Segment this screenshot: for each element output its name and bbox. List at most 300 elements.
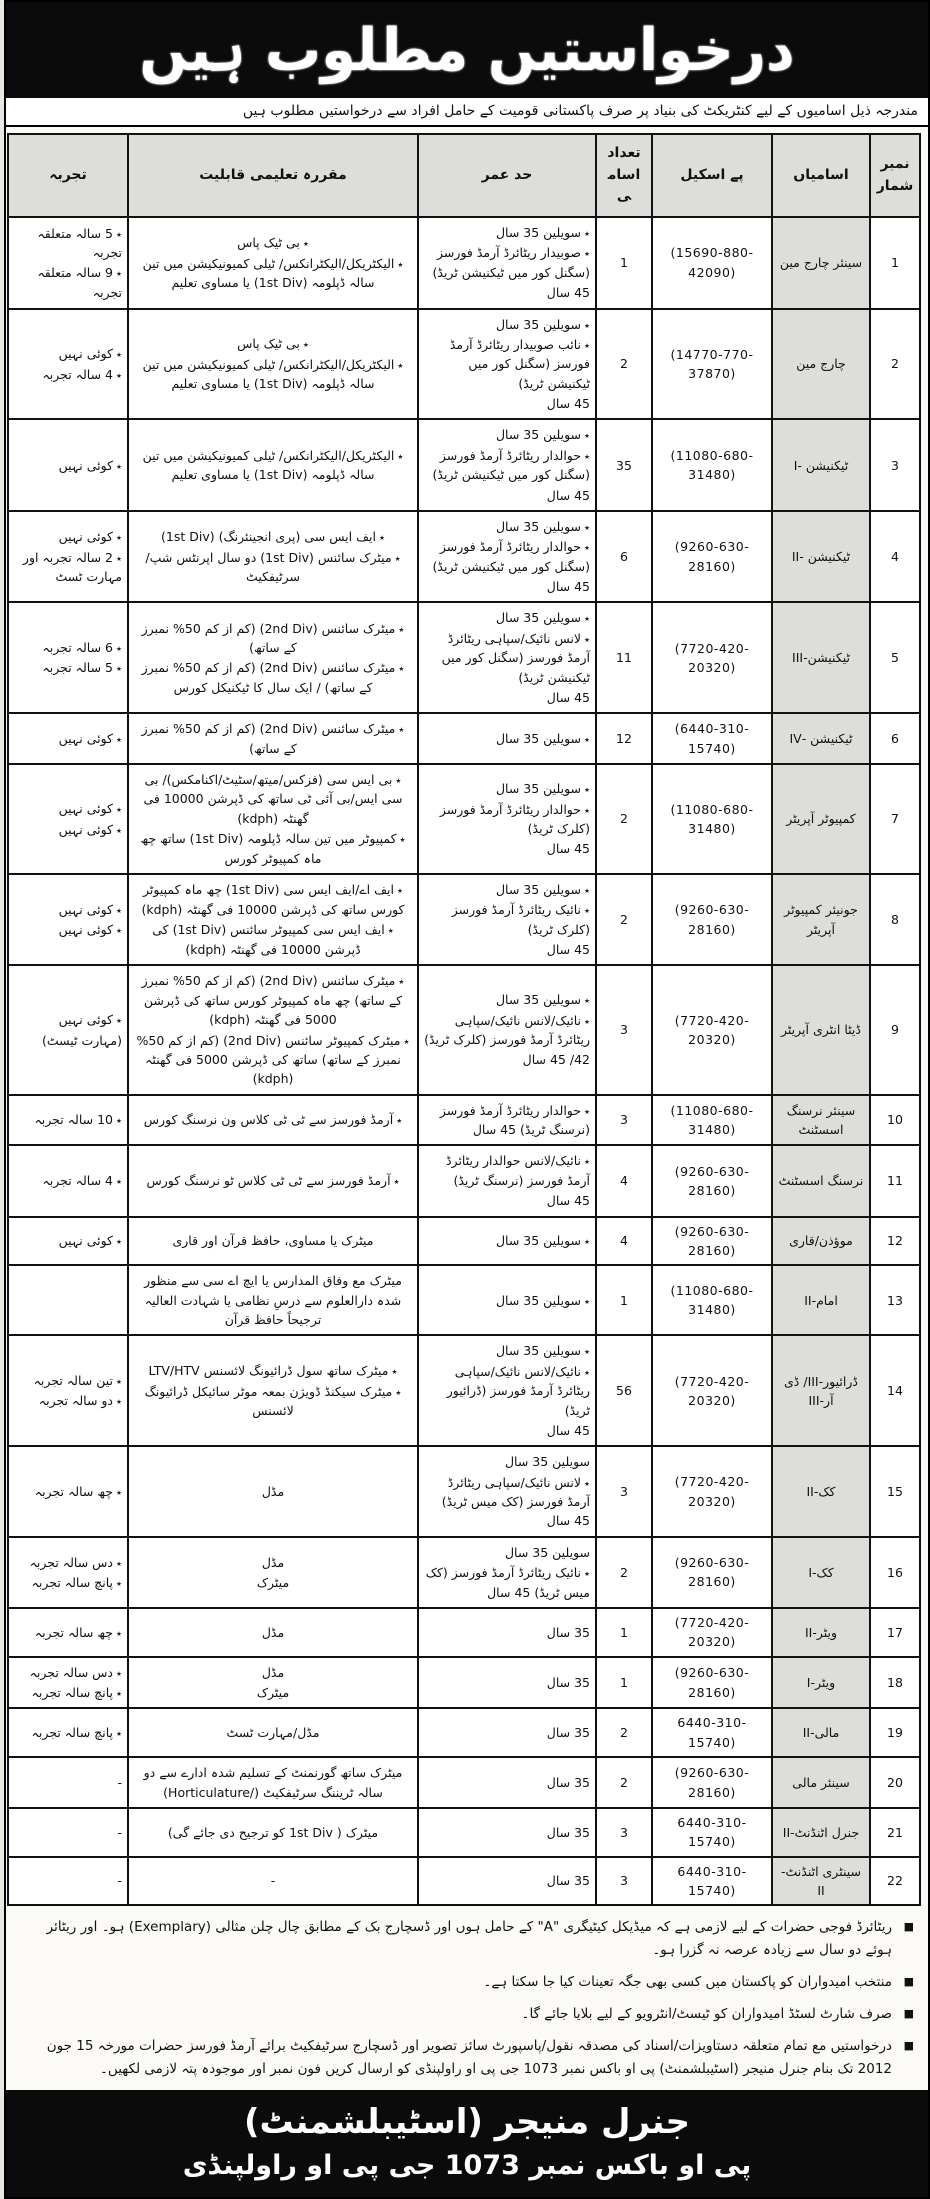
note-item: ■ منتخب امیدواران کو پاکستان میں کسی بھی جگہ تعینات کیا جا سکتا ہے۔ [20, 1971, 914, 1994]
cell-serial: 10 [870, 1095, 920, 1146]
cell-line: ٭کوئی نہیں [58, 346, 122, 362]
cell-experience [8, 874, 128, 966]
cell-line: ٭کوئی نہیں [58, 922, 122, 938]
cell-experience [8, 764, 128, 874]
flower-bullet-icon: ٭ [116, 1576, 122, 1590]
cell-age-limit [418, 1657, 596, 1709]
cell-serial: 12 [870, 1217, 920, 1266]
cell-qualification [128, 1708, 418, 1757]
cell-age-limit [418, 713, 596, 764]
cell-age-limit [418, 419, 596, 511]
cell-pay-scale: (11080-680-31480) [652, 764, 772, 874]
flower-bullet-icon: ٭ [403, 1034, 410, 1048]
table-row [8, 1265, 920, 1335]
cell-pay-scale: (9260-630-28160) [652, 1537, 772, 1608]
cell-posts-count: 4 [596, 1217, 652, 1266]
cell-line: ٭سویلین 35 سال [495, 316, 590, 332]
cell-age-limit [418, 309, 596, 420]
cell-line: ٭میٹرک ساتھ سول ڈرائیونگ لائسنس LTV/HTV [148, 1363, 398, 1379]
flower-bullet-icon: ٭ [302, 237, 309, 251]
flower-bullet-icon: ٭ [584, 1294, 590, 1308]
cell-position: ویٹر-II [772, 1608, 870, 1657]
cell-line: ٭لانس نائیک/سپاہی ریٹائرڈ آرمڈ فورسز (کک میس ٹریڈ) 45 سال [441, 1474, 590, 1529]
cell-line: ٭بی ٹیک پاس [237, 336, 309, 352]
cell-position: موؤذن/قاری [772, 1217, 870, 1266]
flower-bullet-icon: ٭ [584, 1365, 590, 1379]
cell-line: ٭میٹرک سائنس (2nd Div) (کم از کم 50% نمبرز کے ساتھ) [141, 721, 405, 756]
cell-line: ٭سویلین 35 سال [495, 518, 590, 534]
table-row [8, 217, 920, 309]
header-age-limit: حد عمر [418, 134, 596, 217]
cell-serial: 1 [870, 217, 920, 309]
flower-bullet-icon: ٭ [116, 459, 122, 473]
table-row [8, 602, 920, 713]
cell-line: ٭سویلین 35 سال [495, 731, 590, 746]
table-row [8, 1757, 920, 1808]
flower-bullet-icon: ٭ [584, 1476, 590, 1490]
cell-posts-count: 1 [596, 1608, 652, 1657]
cell-line: ٭پانچ سالہ تجربہ [31, 1725, 122, 1741]
cell-qualification [128, 1145, 418, 1216]
cell-line: ٭چھ سالہ تجربہ [34, 1483, 122, 1499]
flower-bullet-icon: ٭ [116, 368, 122, 382]
cell-line: ٭میٹرک سائنس (2nd Div) (کم از کم 50% نمبرز کے ساتھ) چھ ماہ کمپیوٹر کورس ساتھ کی ڈپرشن 5000 فی گھنٹہ (kdph) [141, 973, 405, 1028]
cell-line: ٭کوئی نہیں [58, 1233, 122, 1249]
cell-posts-count: 6 [596, 511, 652, 603]
cell-line: 35 سال [546, 1774, 590, 1790]
flower-bullet-icon: ٭ [116, 662, 122, 676]
table-row [8, 764, 920, 874]
flower-bullet-icon: ٭ [116, 733, 122, 746]
cell-serial: 17 [870, 1608, 920, 1657]
cell-pay-scale: (14770-770-37870) [652, 309, 772, 420]
cell-age-limit [418, 1708, 596, 1757]
flower-bullet-icon: ٭ [116, 823, 122, 837]
cell-line: ٭حوالدار ریٹائرڈ آرمڈ فورسز (سگنل کور میں ٹیکنیشن ٹریڈ) [432, 539, 590, 574]
cell-qualification [128, 511, 418, 603]
cell-line: مڈل [261, 1624, 285, 1640]
cell-pay-scale: (7720-420-20320) [652, 1335, 772, 1446]
cell-line: 35 سال [546, 1824, 590, 1840]
cell-position: ڈرائیور-III/ ڈی آر-III [772, 1335, 870, 1446]
header-posts-count: تعداد اسامی [596, 134, 652, 217]
cell-pay-scale: (7720-420-20320) [652, 1446, 772, 1537]
cell-line: ٭الیکٹریکل/الیکٹرانکس/ ٹیلی کمیونیکیشن میں تین سالہ ڈپلومہ (1st Div) یا مساوی تعلیم [142, 447, 404, 483]
cell-age-limit [418, 1808, 596, 1857]
cell-age-limit [418, 1608, 596, 1657]
flower-bullet-icon: ٭ [397, 449, 404, 463]
cell-line: ٭سویلین 35 سال [495, 427, 590, 443]
flower-bullet-icon: ٭ [397, 884, 403, 898]
cell-position: ویٹر-I [772, 1657, 870, 1709]
cell-qualification [128, 1757, 418, 1808]
cell-experience [8, 1808, 128, 1857]
cell-line: سویلین 35 سال [504, 1544, 590, 1560]
cell-serial: 21 [870, 1808, 920, 1857]
flower-bullet-icon: ٭ [395, 774, 402, 788]
table-row [8, 1446, 920, 1537]
cell-qualification [128, 874, 418, 966]
cell-line: ٭پانچ سالہ تجربہ [31, 1685, 122, 1701]
cell-line: 45 سال [546, 841, 590, 857]
table-row [8, 1145, 920, 1216]
cell-posts-count: 2 [596, 1708, 652, 1757]
table-row [8, 1608, 920, 1657]
table-row [8, 1335, 920, 1446]
cell-line: ٭بی ٹیک پاس [237, 235, 309, 251]
cell-pay-scale: (9260-630-28160) [652, 1657, 772, 1709]
cell-line: 45 سال [546, 689, 590, 705]
cell-serial: 22 [870, 1857, 920, 1906]
flower-bullet-icon: ٭ [584, 1104, 590, 1118]
cell-posts-count: 2 [596, 1757, 652, 1808]
cell-age-limit [418, 965, 596, 1094]
cell-age-limit [418, 1757, 596, 1808]
note-item: ■ ریٹائرڈ فوجی حضرات کے لیے لازمی ہے کہ میڈیکل کیٹیگری "A" کے حامل ہوں اور ڈسچارج بک کے مطابق چال چلن مثالی (Exemplary) ہو۔ اور ریٹائر ہوئے دو سال سے زیادہ عرصہ نہ گزرا ہو۔ [20, 1916, 914, 1962]
cell-pay-scale: (11080-680-31480) [652, 1265, 772, 1335]
cell-line: ٭سویلین 35 سال [495, 1343, 590, 1359]
cell-qualification [128, 217, 418, 309]
cell-line: 45 سال [546, 396, 590, 412]
cell-serial: 4 [870, 511, 920, 603]
cell-pay-scale: (15690-880-42090) [652, 217, 772, 309]
cell-line: (مہارت ٹیسٹ) [41, 1032, 122, 1048]
cell-age-limit [418, 1095, 596, 1146]
cell-qualification [128, 713, 418, 764]
flower-bullet-icon: ٭ [399, 833, 406, 847]
cell-posts-count: 1 [596, 217, 652, 309]
table-row [8, 1857, 920, 1906]
flower-bullet-icon: ٭ [584, 318, 590, 332]
cell-age-limit [418, 217, 596, 309]
table-row [8, 874, 920, 966]
cell-line: ٭5 سالہ متعلقہ تجربہ [37, 225, 122, 260]
cell-line: ٭الیکٹریکل/الیکٹرانکس/ ٹیلی کمیونیکیشن میں تین سالہ ڈپلومہ (1st Div) یا مساوی تعلیم [142, 356, 404, 392]
cell-age-limit [418, 511, 596, 603]
cell-line: 35 سال [546, 1624, 590, 1640]
flower-bullet-icon: ٭ [584, 904, 590, 918]
cell-experience [8, 1757, 128, 1808]
flower-bullet-icon: ٭ [584, 1345, 590, 1359]
intro-line: مندرجہ ذیل اسامیوں کے لیے کنٹریکٹ کی بنیاد پر صرف پاکستانی قومیت کے حامل افراد سے درخواستیں مطلوب ہیں [6, 98, 928, 127]
cell-position: امام-II [772, 1265, 870, 1335]
flower-bullet-icon: ٭ [116, 531, 122, 545]
cell-line: 45 سال [546, 487, 590, 503]
cell-posts-count: 2 [596, 874, 652, 966]
cell-line: ٭کوئی نہیں [58, 1012, 122, 1028]
cell-pay-scale: (9260-630-28160) [652, 1217, 772, 1266]
po-box-address: پی او باکس نمبر 1073 جی پی او راولپنڈی [182, 2150, 752, 2182]
cell-age-limit [418, 1857, 596, 1906]
cell-pay-scale: (11080-680-31480) [652, 419, 772, 511]
cell-qualification [128, 764, 418, 874]
cell-experience [8, 309, 128, 420]
flower-bullet-icon: ٭ [116, 1375, 122, 1388]
cell-line: میٹرک ( 1st Div کو ترجیح دی جائے گی) [167, 1824, 379, 1840]
flower-bullet-icon: ٭ [584, 883, 590, 897]
cell-line: ٭سویلین 35 سال [495, 1292, 590, 1308]
table-row [8, 1095, 920, 1146]
cell-line: میٹرک [256, 1685, 290, 1701]
flower-bullet-icon: ٭ [116, 1395, 122, 1409]
header-position: اسامیاں [772, 134, 870, 217]
flower-bullet-icon: ٭ [584, 783, 590, 797]
cell-line: ٭سویلین 35 سال [495, 1233, 590, 1249]
cell-serial: 2 [870, 309, 920, 420]
flower-bullet-icon: ٭ [584, 733, 590, 746]
cell-age-limit [418, 602, 596, 713]
cell-line: ٭دس سالہ تجربہ [29, 1664, 122, 1680]
flower-bullet-icon: ٭ [584, 449, 590, 463]
flower-bullet-icon: ٭ [116, 1687, 122, 1701]
table-row [8, 419, 920, 511]
cell-line: ٭کوئی نہیں [58, 901, 122, 917]
cell-pay-scale: (7720-420-20320) [652, 602, 772, 713]
cell-position: ٹیکنیشن -II [772, 511, 870, 603]
cell-line: 35 سال [546, 1725, 590, 1741]
flower-bullet-icon: ٭ [116, 1014, 122, 1028]
cell-line: ٭سویلین 35 سال [495, 225, 590, 241]
ad-title: درخواستیں مطلوب ہیں [139, 15, 795, 85]
cell-qualification [128, 1217, 418, 1266]
flower-bullet-icon: ٭ [387, 924, 394, 938]
cell-age-limit [418, 1446, 596, 1537]
signature-block [6, 2090, 928, 2197]
flower-bullet-icon: ٭ [584, 632, 590, 646]
cell-line: ٭پانچ سالہ تجربہ [31, 1574, 122, 1590]
cell-position: ٹیکنیشن -I [772, 419, 870, 511]
cell-experience [8, 1095, 128, 1146]
cell-line: سویلین 35 سال [504, 1454, 590, 1470]
cell-experience [8, 1265, 128, 1335]
cell-line: - [117, 1774, 122, 1790]
cell-line: ٭نائیک/لانس نائیک/سپاہی ریٹائرڈ آرمڈ فورسز (ڈرائیور ٹریڈ) [446, 1363, 590, 1418]
cell-line: ٭2 سالہ تجربہ اور مہارت ٹسٹ [22, 549, 122, 584]
cell-line: ٭حوالدار ریٹائرڈ آرمڈ فورسز (کلرک ٹریڈ) [439, 801, 590, 836]
flower-bullet-icon: ٭ [116, 1727, 122, 1741]
cell-qualification [128, 419, 418, 511]
cell-serial: 5 [870, 602, 920, 713]
cell-experience [8, 1217, 128, 1266]
cell-qualification [128, 1808, 418, 1857]
cell-pay-scale: (9260-630-28160) [652, 874, 772, 966]
newspaper-ad-page [4, 0, 930, 2199]
cell-serial: 15 [870, 1446, 920, 1537]
flower-bullet-icon: ٭ [584, 227, 590, 241]
flower-bullet-icon: ٭ [116, 803, 122, 817]
flower-bullet-icon: ٭ [584, 994, 590, 1008]
flower-bullet-icon: ٭ [398, 723, 405, 737]
cell-line: ٭سویلین 35 سال [495, 781, 590, 797]
flower-bullet-icon: ٭ [116, 1626, 122, 1640]
flower-bullet-icon: ٭ [116, 1666, 122, 1680]
cell-qualification [128, 1335, 418, 1446]
cell-qualification [128, 1537, 418, 1608]
flower-bullet-icon: ٭ [116, 924, 122, 938]
cell-age-limit [418, 1335, 596, 1446]
flower-bullet-icon: ٭ [584, 612, 590, 626]
cell-experience [8, 419, 128, 511]
cell-line: 45 سال [546, 285, 590, 301]
cell-serial: 3 [870, 419, 920, 511]
flower-bullet-icon: ٭ [584, 1235, 590, 1249]
cell-line: ٭کوئی نہیں [58, 529, 122, 545]
flower-bullet-icon: ٭ [396, 1114, 403, 1128]
header-qualification: مقررہ تعلیمی قابلیت [128, 134, 418, 217]
cell-posts-count: 11 [596, 602, 652, 713]
cell-line: ٭آرمڈ فورسز سے ٹی ٹی کلاس ون نرسنگ کورس [143, 1112, 403, 1128]
cell-pay-scale: 6440-310-15740) [652, 1808, 772, 1857]
cell-line: ٭حوالدار ریٹائرڈ آرمڈ فورسز (نرسنگ ٹریڈ) 45 سال [439, 1102, 590, 1138]
cell-line: ٭سویلین 35 سال [495, 992, 590, 1008]
cell-experience [8, 602, 128, 713]
table-row [8, 965, 920, 1094]
cell-experience [8, 1657, 128, 1709]
header-experience: تجربہ [8, 134, 128, 217]
cell-line: ٭الیکٹریکل/الیکٹرانکس/ ٹیلی کمیونیکیشن میں تین سالہ ڈپلومہ (1st Div) یا مساوی تعلیم [142, 255, 404, 290]
flower-bullet-icon: ٭ [116, 1485, 122, 1499]
cell-age-limit [418, 874, 596, 966]
flower-bullet-icon: ٭ [398, 622, 405, 636]
cell-experience [8, 1537, 128, 1608]
note-item: ■ صرف شارٹ لسٹڈ امیدواران کو ٹیسٹ/انٹرویو کے لیے بلایا جائے گا۔ [20, 2003, 914, 2026]
cell-line: میٹرک ساتھ گورنمنٹ کے تسلیم شدہ ادارے سے دو سالہ ٹریننگ سرٹیفکیٹ (/Horticulature) [143, 1765, 403, 1800]
cell-posts-count: 2 [596, 1537, 652, 1608]
cell-pay-scale: (9260-630-28160) [652, 511, 772, 603]
cell-serial: 9 [870, 965, 920, 1094]
flower-bullet-icon: ٭ [584, 429, 590, 443]
cell-line: مڈل [261, 1664, 285, 1680]
table-row [8, 511, 920, 603]
cell-posts-count: 1 [596, 1265, 652, 1335]
cell-posts-count: 3 [596, 965, 652, 1094]
cell-position: سینئر چارج مین [772, 217, 870, 309]
cell-age-limit [418, 764, 596, 874]
cell-experience [8, 1335, 128, 1446]
cell-line: مڈل [261, 1554, 285, 1570]
cell-serial: 14 [870, 1335, 920, 1446]
cell-line: ٭ایف ایس سی (پری انجینئرنگ) (1st Div) [161, 529, 385, 545]
cell-experience [8, 511, 128, 603]
flower-bullet-icon: ٭ [584, 338, 590, 352]
cell-qualification [128, 309, 418, 420]
cell-experience [8, 1857, 128, 1906]
cell-experience [8, 1708, 128, 1757]
flower-bullet-icon: ٭ [116, 348, 122, 362]
cell-line: ٭حوالدار ریٹائرڈ آرمڈ فورسز (سگنل کور میں ٹیکنیشن ٹریڈ) [432, 447, 590, 483]
cell-experience [8, 217, 128, 309]
flower-bullet-icon: ٭ [116, 227, 122, 241]
cell-line: 35 سال [546, 1674, 590, 1690]
cell-serial: 13 [870, 1265, 920, 1335]
cell-age-limit [418, 1537, 596, 1608]
cell-qualification [128, 965, 418, 1094]
cell-posts-count: 1 [596, 1657, 652, 1709]
cell-line: ٭چھ سالہ تجربہ [34, 1624, 122, 1640]
cell-line: میٹرک مع وفاق المدارس یا ایچ اے سی سے منظور شدہ دارالعلوم سے درسِ نظامی یا شہادت العالیہ ترجیحاً حافظ قرآن [144, 1273, 402, 1328]
flower-bullet-icon: ٭ [584, 1567, 590, 1581]
flower-bullet-icon: ٭ [584, 1155, 590, 1169]
flower-bullet-icon: ٭ [116, 903, 122, 917]
cell-line: ٭نائیک/لانس حوالدار ریٹائرڈ آرمڈ فورسز (نرسنگ ٹریڈ) [445, 1153, 590, 1188]
notes-list [20, 1916, 914, 2081]
cell-pay-scale: (9260-630-28160) [652, 1145, 772, 1216]
cell-position: نرسنگ اسسٹنٹ [772, 1145, 870, 1216]
cell-line: ٭6 سالہ تجربہ [42, 640, 122, 655]
cell-pay-scale: (7720-420-20320) [652, 1608, 772, 1657]
cell-line: ٭میٹرک سائنس (2nd Div) (کم از کم 50% نمبرز کے ساتھ) [141, 620, 405, 655]
cell-line: ٭سویلین 35 سال [495, 881, 590, 897]
cell-age-limit [418, 1265, 596, 1335]
cell-line: ٭ایف اے/ایف ایس سی (1st Div) چھ ماہ کمپیوٹر کورس ساتھ کی ڈپرشن 10000 فی گھنٹہ (kdph) [141, 882, 405, 917]
cell-position: سینئر نرسنگ اسسٹنٹ [772, 1095, 870, 1146]
cell-serial: 18 [870, 1657, 920, 1709]
flower-bullet-icon: ٭ [398, 662, 405, 676]
cell-pay-scale: (9260-630-28160) [652, 1757, 772, 1808]
cell-line: - [117, 1824, 122, 1840]
cell-line: ٭سویلین 35 سال [495, 610, 590, 626]
cell-experience [8, 965, 128, 1094]
note-item: ■ درخواستیں مع تمام متعلقہ دستاویزات/اسناد کی مصدقہ نقول/پاسپورٹ سائز تصویر اور ڈسچارج سرٹیفکیٹ برائے آرمڈ فورسز حضرات مورخہ 15 جون 2012 تک بنام جنرل منیجر (اسٹیبلشمنٹ) پی او باکس نمبر 1073 جی پی او راولپنڈی کو ارسال کریں فون نمبر اور موجودہ پتہ لازمی لکھیں۔ [20, 2035, 914, 2081]
cell-line: ٭بی ایس سی (فزکس/میتھ/سٹیٹ/اکنامکس)/ بی سی ایس/بی آئی ٹی ساتھ کی ڈپرشن 10000 فی گھنٹہ (kdph) [143, 772, 403, 826]
cell-line: ٭تین سالہ تجربہ [33, 1373, 122, 1388]
flower-bullet-icon: ٭ [116, 1175, 122, 1189]
cell-line: مڈل [261, 1483, 285, 1499]
flower-bullet-icon: ٭ [584, 1014, 590, 1028]
cell-line: ٭صوبیدار ریٹائرڈ آرمڈ فورسز (سگنل کور میں ٹیکنیشن ٹریڈ) [432, 245, 590, 280]
cell-line: ٭نائیک/لانس نائیک/سپاہی ریٹائرڈ آرمڈ فورسز (کلرک ٹریڈ) [424, 1012, 590, 1048]
flower-bullet-icon: ٭ [584, 803, 590, 817]
flower-bullet-icon: ٭ [116, 267, 122, 281]
cell-serial: 11 [870, 1145, 920, 1216]
cell-qualification [128, 1446, 418, 1537]
cell-qualification [128, 1095, 418, 1146]
cell-line: ٭کوئی نہیں [58, 457, 122, 473]
cell-pay-scale: (6440-310-15740) [652, 713, 772, 764]
cell-serial: 7 [870, 764, 920, 874]
flower-bullet-icon: ٭ [398, 975, 405, 989]
cell-serial: 20 [870, 1757, 920, 1808]
cell-position: کک-II [772, 1446, 870, 1537]
cell-line: مڈل/مہارت ٹسٹ [226, 1725, 320, 1741]
cell-position: جونیئر کمپیوٹر آپریٹر [772, 874, 870, 966]
table-row [8, 1217, 920, 1266]
cell-line: ٭میٹرک سیکنڈ ڈویژن بمعہ موٹر سائیکل ڈرائیونگ لائسنس [144, 1383, 402, 1419]
cell-qualification [128, 1857, 418, 1906]
cell-line: ٭آرمڈ فورسز سے ٹی ٹی کلاس ٹو نرسنگ کورس [146, 1173, 400, 1189]
cell-line: - [270, 1873, 276, 1889]
cell-posts-count: 3 [596, 1857, 652, 1906]
flower-bullet-icon: ٭ [302, 338, 309, 352]
cell-line: ٭کمپیوٹر میں تین سالہ ڈپلومہ (1st Div) ساتھ چھ ماہ کمپیوٹر کورس [140, 831, 406, 866]
cell-posts-count: 4 [596, 1145, 652, 1216]
cell-line: ٭4 سالہ تجربہ [42, 1173, 122, 1189]
cell-position: ڈیٹا انٹری آپریٹر [772, 965, 870, 1094]
cell-line: ٭کوئی نہیں [58, 821, 122, 837]
cell-posts-count: 56 [596, 1335, 652, 1446]
cell-line: ٭نائب صوبیدار ریٹائرڈ آرمڈ فورسز (سگنل کور میں ٹیکنیشن ٹریڈ) [449, 336, 590, 391]
table-header-row [8, 134, 920, 217]
cell-position: چارج مین [772, 309, 870, 420]
flower-bullet-icon: ٭ [395, 1385, 402, 1399]
cell-line: ٭کوئی نہیں [58, 801, 122, 817]
cell-line: 45 سال [546, 942, 590, 958]
cell-line: 42/ 45 سال [522, 1052, 590, 1068]
cell-position: مالی-II [772, 1708, 870, 1757]
cell-posts-count: 35 [596, 419, 652, 511]
flower-bullet-icon: ٭ [397, 358, 404, 372]
header-serial: نمبر شمار [870, 134, 920, 217]
